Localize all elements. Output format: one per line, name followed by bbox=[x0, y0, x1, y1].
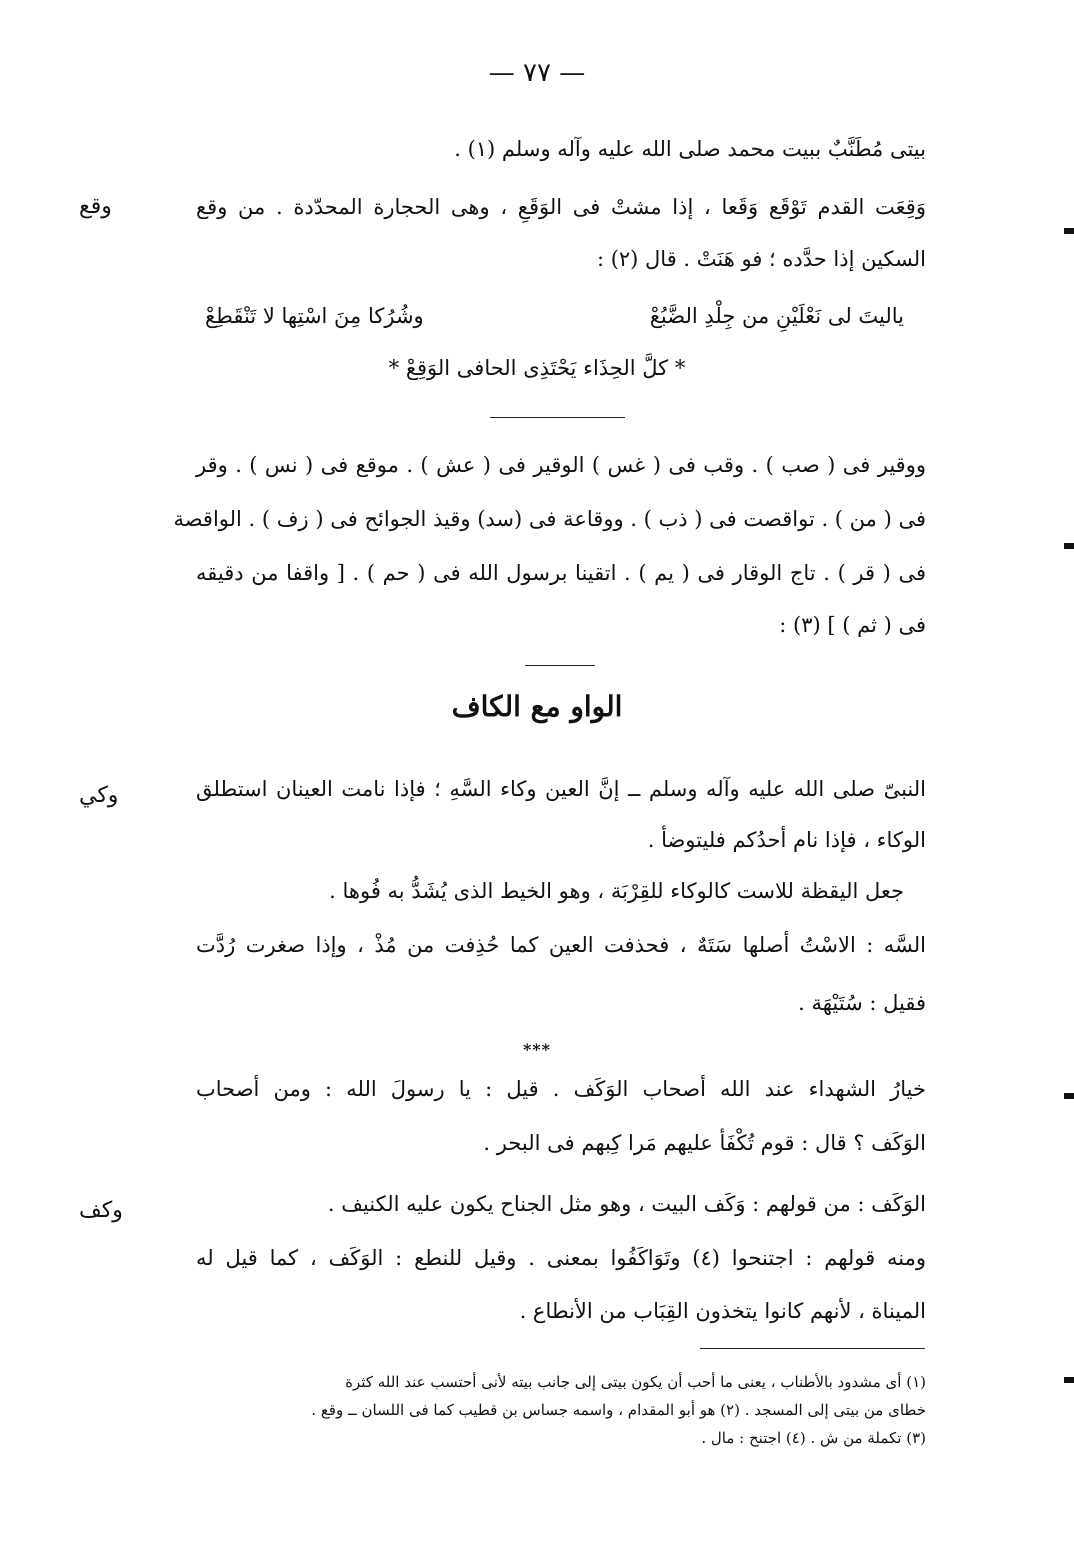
footnote-line: خطاى من بيتى إلى المسجد . (٢) هو أبو المقدام ، واسمه جساس بن قطيب كما فى اللسان ــ وقع . bbox=[311, 1401, 926, 1419]
entry-line: الوَكَف : من قولهم : وَكَف البيت ، وهو مثل الجناح يكون عليه الكنيف . bbox=[327, 1192, 926, 1216]
reference-line: فى ( ثم ) ] (٣) : bbox=[779, 613, 926, 637]
headword-waqa: وقع bbox=[79, 194, 112, 219]
headword-wakaf: وكف bbox=[79, 1198, 123, 1223]
entry-line: الميناة ، لأنهم كانوا يتخذون القِبَاب من الأنطاع . bbox=[519, 1299, 926, 1323]
continuation-line: بيتى مُطَنَّبٌ ببيت محمد صلى الله عليه وآله وسلم (١) . bbox=[454, 137, 926, 161]
entry-line: فقيل : سُتَيْهَة . bbox=[798, 991, 926, 1015]
entry-line: النبىّ صلى الله عليه وآله وسلم ــ إنَّ العين وكاء السَّهِ ؛ فإذا نامت العينان استطلق bbox=[196, 777, 926, 801]
separator-rule bbox=[490, 417, 625, 418]
reference-line: فى ( من ) . تواقصت فى ( ذب ) . ووقاعة فى (سد) وقيذ الجوائح فى ( زف ) . الواقصة bbox=[173, 507, 926, 531]
entry-line: وَقِعَت القدم تَوْقَع وَقَعا ، إذا مشتْ فى الوَقَعِ ، وهى الحجارة المحدّدة . من وقع bbox=[196, 195, 926, 219]
reference-line: ووقير فى ( صب ) . وقب فى ( غس ) الوقير فى ( عش ) . موقع فى ( نس ) . وقر bbox=[196, 453, 926, 477]
footnote-line: (١) أى مشدود بالأطناب ، يعنى ما أحب أن يكون بيتى إلى جانب بيته لأنى أحتسب عند الله كثرة bbox=[345, 1373, 926, 1391]
verse-hemistich: ياليتَ لى نَعْلَيْنِ من جِلْدِ الضَّبُعْ bbox=[649, 304, 904, 328]
verse-line: * كلَّ الحِذَاء يَحْتَذِى الحافى الوَقِعْ * bbox=[388, 356, 686, 380]
entry-line: الوكاء ، فإذا نام أحدُكم فليتوضأ . bbox=[647, 828, 926, 852]
scan-edge-mark bbox=[1064, 228, 1074, 234]
reference-line: فى ( قر ) . تاج الوقار فى ( يم ) . اتقينا برسول الله فى ( حم ) . [ واقفا من دقيقه bbox=[196, 561, 926, 585]
headword-waki: وكي bbox=[79, 783, 119, 808]
verse-hemistich: وشُرُكا مِنَ اسْتِها لا تَنْقَطِعْ bbox=[205, 304, 424, 328]
scan-edge-mark bbox=[1064, 1377, 1074, 1383]
page-number: — ٧٧ — bbox=[488, 58, 586, 88]
scan-edge-mark bbox=[1064, 543, 1074, 549]
hadith-line: خيارُ الشهداء عند الله أصحاب الوَكَف . قيل : يا رسولَ الله : ومن أصحاب bbox=[196, 1077, 926, 1101]
entry-line: ومنه قولهم : اجتنحوا (٤) وتَوَاكَفُوا بمعنى . وقيل للنطع : الوَكَف ، كما قيل له bbox=[196, 1246, 926, 1270]
entry-line: السَّه : الاسْتُ أصلها سَتَهٌ ، فحذفت العين كما حُذِفت من مُذْ ، وإذا صغرت رُدَّت bbox=[196, 933, 927, 957]
footnote-rule bbox=[700, 1348, 925, 1349]
section-stars: *** bbox=[522, 1040, 552, 1059]
entry-line: السكين إذا حدَّده ؛ فو هَنَتْ . قال (٢) : bbox=[596, 247, 926, 271]
scan-edge-mark bbox=[1064, 1093, 1074, 1099]
separator-rule bbox=[525, 665, 595, 666]
section-title: الواو مع الكاف bbox=[451, 690, 623, 723]
footnote-line: (٣) تكملة من ش . (٤) اجتنح : مال . bbox=[701, 1429, 926, 1447]
hadith-line: الوَكَف ؟ قال : قوم تُكْفَأ عليهم مَرا كِبهم فى البحر . bbox=[483, 1131, 926, 1155]
entry-line: جعل اليقظة للاست كالوكاء للقِرْبَة ، وهو الخيط الذى يُشَدُّ به فُوها . bbox=[329, 879, 904, 903]
